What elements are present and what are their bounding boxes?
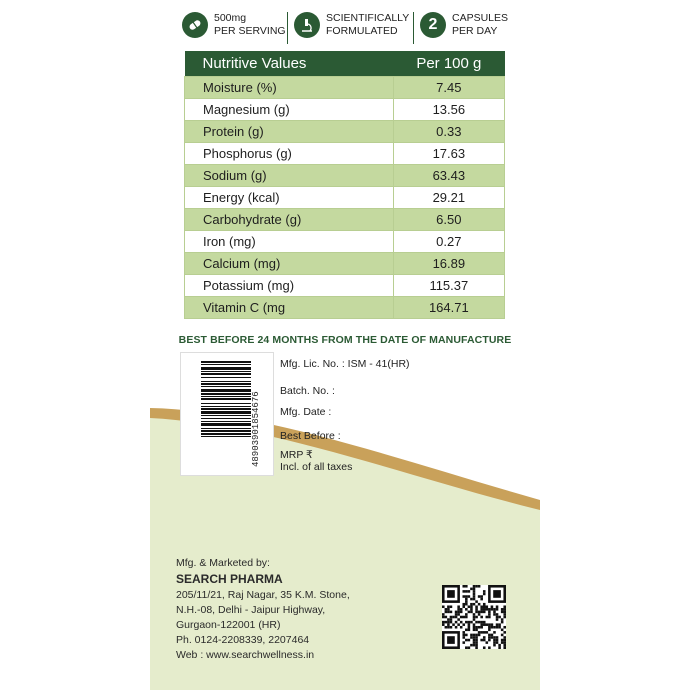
tax-note: Incl. of all taxes xyxy=(280,461,353,473)
microscope-icon xyxy=(294,12,320,38)
mfg-license: Mfg. Lic. No. : ISM - 41(HR) xyxy=(280,358,410,370)
barcode-box xyxy=(180,352,274,476)
badge-divider xyxy=(287,12,288,44)
table-row xyxy=(185,275,505,297)
table-row xyxy=(185,297,505,319)
nutrient-name: Moisture (%) xyxy=(185,77,394,99)
table-row xyxy=(185,143,505,165)
table-row xyxy=(185,165,505,187)
qr-code-icon[interactable] xyxy=(442,585,506,649)
table-header xyxy=(185,51,505,77)
nutrient-value: 13.56 xyxy=(393,99,504,121)
company-name: SEARCH PHARMA xyxy=(176,572,283,586)
badge-formulated-text xyxy=(326,12,409,38)
badge-formulated-line2: FORMULATED xyxy=(326,25,398,37)
nutrient-name: Iron (mg) xyxy=(185,231,394,253)
address-line: Gurgaon-122001 (HR) xyxy=(176,619,281,631)
nutrient-name: Calcium (mg) xyxy=(185,253,394,275)
nutrient-value: 7.45 xyxy=(393,77,504,99)
badge-formulated xyxy=(294,12,409,38)
nutrient-value: 6.50 xyxy=(393,209,504,231)
badge-capsules-text xyxy=(452,12,508,38)
badge-serving-text xyxy=(214,12,286,38)
badge-divider xyxy=(413,12,414,44)
mfg-date: Mfg. Date : xyxy=(280,406,332,418)
table-row xyxy=(185,121,505,143)
nutrient-name: Magnesium (g) xyxy=(185,99,394,121)
table-row xyxy=(185,253,505,275)
badge-capsules-line1: CAPSULES xyxy=(452,12,509,24)
batch-number: Batch. No. : xyxy=(280,385,335,397)
nutrient-name: Potassium (mg) xyxy=(185,275,394,297)
nutrient-value: 164.71 xyxy=(393,297,504,319)
barcode-prefix: 4 xyxy=(251,461,261,467)
badge-capsules xyxy=(420,12,508,38)
nutrient-value: 17.63 xyxy=(393,143,504,165)
product-label-panel xyxy=(150,0,540,690)
barcode-digits: 8903901854676 xyxy=(251,391,261,462)
nutrient-value: 16.89 xyxy=(393,253,504,275)
table-row xyxy=(185,231,505,253)
best-before-note: BEST BEFORE 24 MONTHS FROM THE DATE OF MANUFACTURE xyxy=(178,334,512,346)
table-row xyxy=(185,209,505,231)
nutrient-name: Energy (kcal) xyxy=(185,187,394,209)
badge-formulated-line1: SCIENTIFICALLY xyxy=(326,12,410,24)
marketed-by: Mfg. & Marketed by: xyxy=(176,557,270,569)
nutrient-value: 63.43 xyxy=(393,165,504,187)
table-row xyxy=(185,77,505,99)
barcode-icon xyxy=(201,359,251,467)
table-row xyxy=(185,187,505,209)
nutrient-value: 115.37 xyxy=(393,275,504,297)
capsule-icon xyxy=(182,12,208,38)
number-icon: 2 xyxy=(420,12,446,38)
nutrient-name: Carbohydrate (g) xyxy=(185,209,394,231)
barcode-number xyxy=(251,361,265,467)
table-row xyxy=(185,99,505,121)
badge-serving xyxy=(182,12,286,38)
address-line: 205/11/21, Raj Nagar, 35 K.M. Stone, xyxy=(176,589,350,601)
nutrient-value: 0.33 xyxy=(393,121,504,143)
feature-badges xyxy=(150,8,540,50)
web-line: Web : www.searchwellness.in xyxy=(176,649,315,661)
phone-line: Ph. 0124-2208339, 2207464 xyxy=(176,634,310,646)
mrp-field: MRP ₹ xyxy=(280,449,313,461)
nutrient-name: Vitamin C (mg xyxy=(185,297,394,319)
header-nutritive-values: Nutritive Values xyxy=(185,51,394,77)
badge-serving-line1: 500mg xyxy=(214,12,247,24)
nutrient-value: 29.21 xyxy=(393,187,504,209)
address-line: N.H.-08, Delhi - Jaipur Highway, xyxy=(176,604,326,616)
badge-capsules-line2: PER DAY xyxy=(452,25,498,37)
nutrient-name: Protein (g) xyxy=(185,121,394,143)
badge-serving-line2: PER SERVING xyxy=(214,25,286,37)
nutrition-table xyxy=(184,51,505,319)
nutrient-value: 0.27 xyxy=(393,231,504,253)
nutrient-name: Phosphorus (g) xyxy=(185,143,394,165)
best-before-field: Best Before : xyxy=(280,430,341,442)
nutrient-name: Sodium (g) xyxy=(185,165,394,187)
header-per-100g: Per 100 g xyxy=(393,51,504,77)
